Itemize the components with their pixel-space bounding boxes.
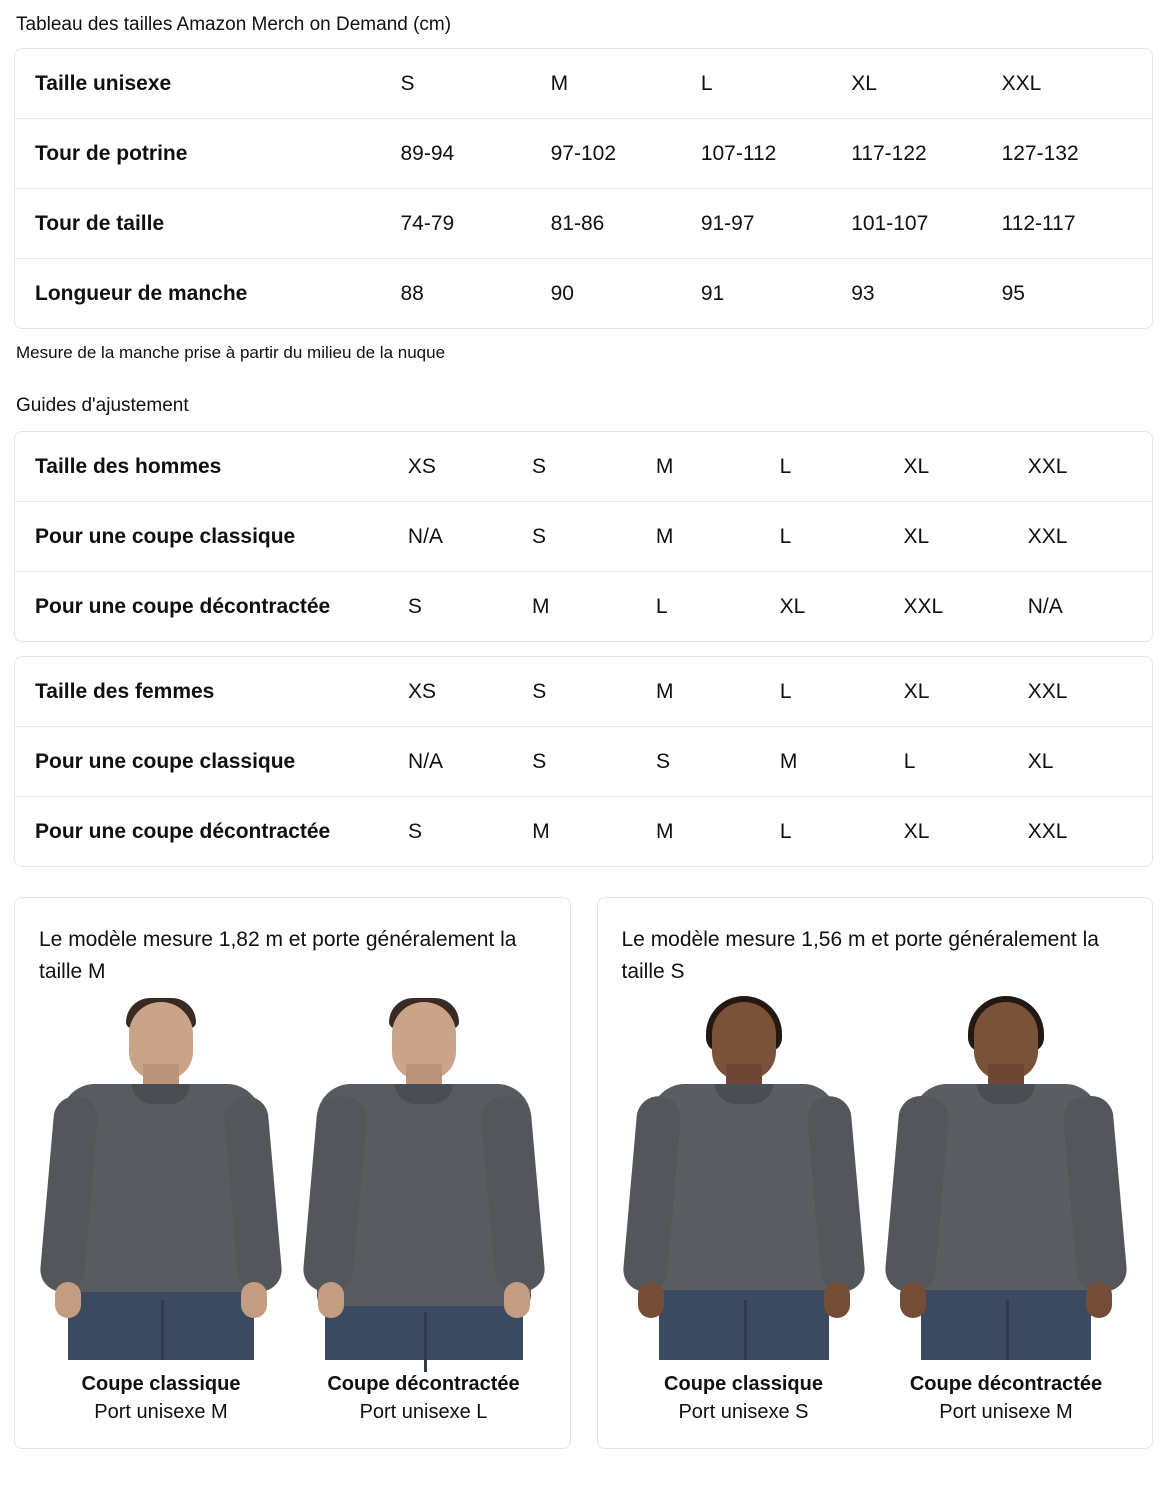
model-cards — [14, 897, 1153, 1449]
figure-relaxed-fit-male — [302, 994, 546, 1426]
cell: L — [779, 819, 792, 843]
cell: N/A — [1027, 594, 1063, 618]
table-row — [15, 259, 1152, 328]
cell: L — [780, 657, 904, 727]
cell: XXL — [1028, 502, 1152, 572]
row-label: Tour de potrine — [15, 119, 401, 189]
female-model-card — [597, 897, 1154, 1449]
page-title: Tableau des tailles Amazon Merch on Demand (cm) — [16, 14, 452, 35]
cell: XXL — [1028, 657, 1152, 727]
cell: 81-86 — [551, 189, 701, 259]
hand-left — [318, 1282, 344, 1318]
card-heading: Le modèle mesure 1,56 m et porte généralement la taille S — [621, 928, 1099, 983]
hand-left — [55, 1282, 81, 1318]
male-relaxed-fit-photo — [302, 1000, 546, 1360]
row-label: Taille des femmes — [15, 657, 408, 727]
cell: XL — [779, 594, 806, 618]
cell: XS — [408, 432, 532, 502]
women-fit-table — [14, 656, 1153, 867]
cell: XL — [1028, 727, 1152, 797]
cell: XXL — [1027, 819, 1068, 843]
row-label: Pour une coupe décontractée — [35, 594, 331, 618]
cell: M — [656, 502, 780, 572]
jeans — [325, 1300, 523, 1360]
cell: 97-102 — [551, 119, 701, 189]
hand-right — [1086, 1282, 1112, 1318]
cell: M — [551, 49, 701, 119]
figure-row — [39, 994, 546, 1426]
table-row — [15, 502, 1152, 572]
figure-subtitle: Port unisexe L — [359, 1401, 488, 1423]
cell: L — [780, 432, 904, 502]
cell: M — [656, 657, 780, 727]
figure-subtitle: Port unisexe S — [678, 1401, 809, 1423]
cell: XL — [904, 657, 1028, 727]
cell: S — [401, 49, 551, 119]
cell: S — [656, 727, 780, 797]
male-classic-fit-photo — [39, 1000, 283, 1360]
cell: N/A — [408, 727, 532, 797]
female-classic-fit-photo — [622, 1000, 866, 1360]
cell: M — [780, 727, 904, 797]
hand-right — [241, 1282, 267, 1318]
cell: XL — [904, 432, 1028, 502]
row-label: Taille unisexe — [15, 49, 401, 119]
cell: N/A — [408, 502, 532, 572]
cell: XXL — [1002, 49, 1152, 119]
cell: S — [532, 727, 656, 797]
figure-title: Coupe classique — [664, 1373, 823, 1395]
table-row — [15, 49, 1152, 119]
row-label: Longueur de manche — [35, 281, 248, 305]
cell: XL — [904, 502, 1028, 572]
cell: S — [408, 819, 423, 843]
cell: 127-132 — [1002, 119, 1152, 189]
table-row — [15, 657, 1152, 727]
figure-classic-fit-male — [39, 994, 283, 1426]
male-model-card — [14, 897, 571, 1449]
hand-right — [504, 1282, 530, 1318]
cell: XS — [408, 657, 532, 727]
hand-left — [638, 1282, 664, 1318]
cell: 117-122 — [851, 119, 1001, 189]
figure-title: Coupe décontractée — [327, 1373, 520, 1395]
sleeve-note: Mesure de la manche prise à partir du milieu de la nuque — [16, 343, 446, 362]
cell: XL — [903, 819, 930, 843]
figure-classic-fit-female — [622, 994, 866, 1426]
table-row — [15, 727, 1152, 797]
cell: L — [780, 502, 904, 572]
female-relaxed-fit-photo — [884, 1000, 1128, 1360]
table-row — [15, 572, 1152, 641]
table-row — [15, 189, 1152, 259]
cell: 101-107 — [851, 189, 1001, 259]
card-heading: Le modèle mesure 1,82 m et porte généralement la taille M — [39, 928, 517, 983]
men-fit-table — [14, 431, 1153, 642]
figure-relaxed-fit-female — [884, 994, 1128, 1426]
figure-title: Coupe classique — [81, 1373, 241, 1395]
row-label: Taille des hommes — [15, 432, 408, 502]
cell: L — [655, 594, 668, 618]
cell: 88 — [400, 281, 424, 305]
figure-subtitle: Port unisexe M — [939, 1401, 1073, 1423]
table-row — [15, 797, 1152, 866]
cell: S — [532, 502, 656, 572]
cell: M — [532, 594, 550, 618]
hand-left — [900, 1282, 926, 1318]
hand-right — [824, 1282, 850, 1318]
row-label: Pour une coupe classique — [15, 727, 408, 797]
cell: 107-112 — [701, 119, 851, 189]
figure-title: Coupe décontractée — [909, 1373, 1103, 1395]
row-label: Pour une coupe décontractée — [35, 819, 331, 843]
cell: S — [532, 657, 656, 727]
cell: L — [701, 49, 851, 119]
cell: 112-117 — [1002, 189, 1152, 259]
cell: 90 — [550, 281, 574, 305]
cell: XL — [851, 49, 1001, 119]
cell: 89-94 — [401, 119, 551, 189]
table-row — [15, 432, 1152, 502]
cell: L — [904, 727, 1028, 797]
jeans — [659, 1288, 829, 1360]
cell: S — [407, 594, 422, 618]
cell: M — [656, 432, 780, 502]
cell: M — [532, 819, 550, 843]
cell: XXL — [1028, 432, 1152, 502]
measurement-table — [14, 48, 1153, 329]
cell: XXL — [903, 594, 944, 618]
cell: M — [656, 819, 674, 843]
cell: 93 — [851, 281, 875, 305]
jeans — [921, 1288, 1091, 1360]
table-row — [15, 119, 1152, 189]
row-label: Tour de taille — [15, 189, 401, 259]
cell: 95 — [1001, 281, 1025, 305]
cell: S — [532, 432, 656, 502]
cell: 91-97 — [701, 189, 851, 259]
jeans — [68, 1288, 254, 1360]
figure-row — [622, 994, 1129, 1426]
row-label: Pour une coupe classique — [15, 502, 408, 572]
fit-guides-title: Guides d'ajustement — [16, 395, 189, 416]
figure-subtitle: Port unisexe M — [94, 1401, 228, 1423]
cell: 74-79 — [401, 189, 551, 259]
cell: 91 — [700, 281, 725, 305]
